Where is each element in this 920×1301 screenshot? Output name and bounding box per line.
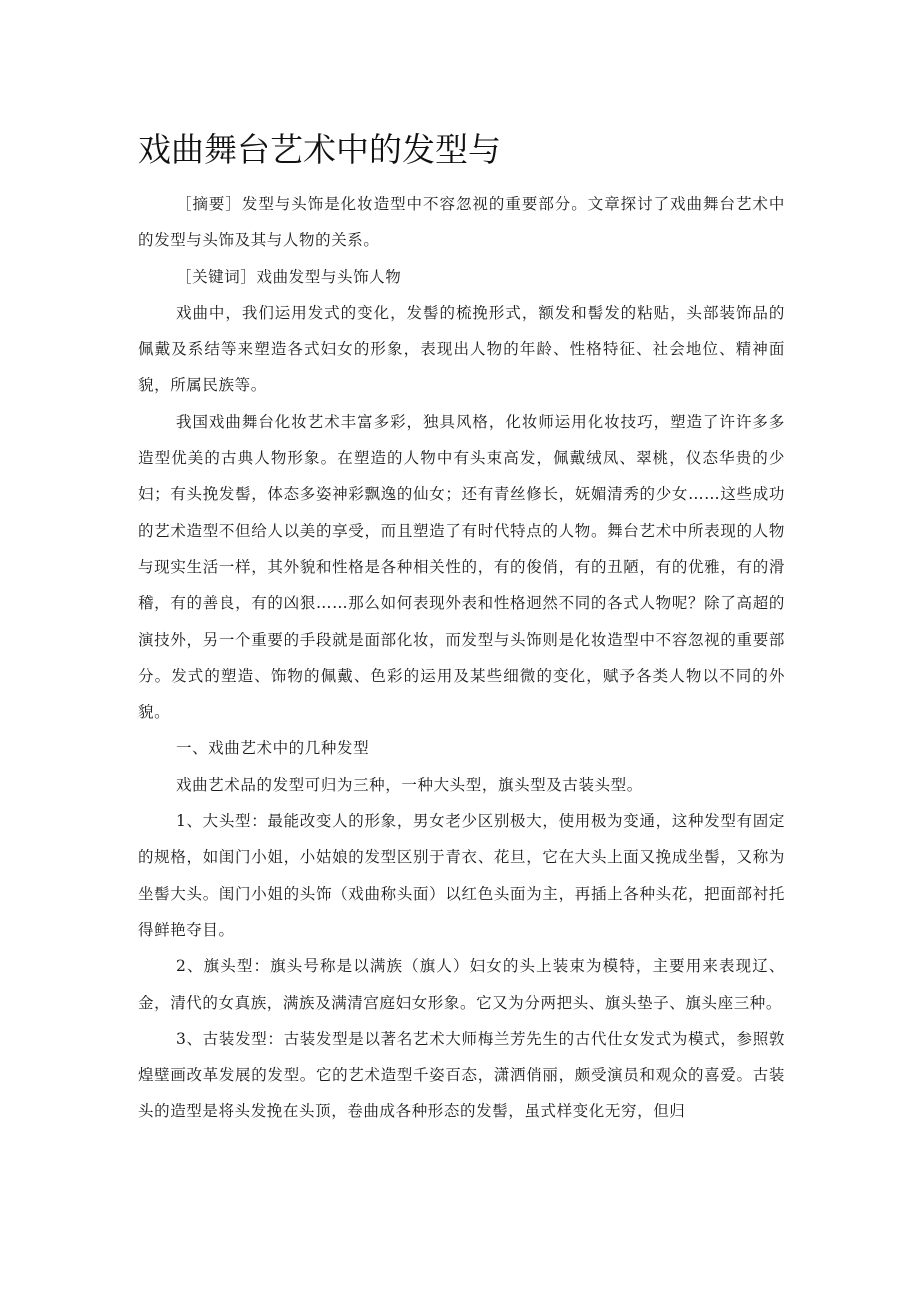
list-item-paragraph: 1、大头型：最能改变人的形象，男女老少区别极大，使用极为变通，这种发型有固定的规格，如闺门小姐，小姑娘的发型区别于青衣、花旦，它在大头上面又挽成坐髻，又称为坐髻大头。闺门小姐的头饰（戏曲称头面）以红色头面为主，再插上各种头花，把面部衬托得鲜艳夺目。 (138, 812, 785, 939)
body-paragraph: 戏曲艺术品的发型可归为三种，一种大头型，旗头型及古装头型。 (175, 775, 643, 794)
document-body (138, 186, 785, 1130)
keywords-paragraph: ［关键词］戏曲发型与头饰人物 (175, 267, 402, 286)
section-heading: 一、戏曲艺术中的几种发型 (175, 739, 370, 758)
body-paragraph: 我国戏曲舞台化妆艺术丰富多彩，独具风格，化妆师运用化妆技巧，塑造了许许多多造型优美的古典人物形象。在塑造的人物中有头束高发，佩戴绒凤、翠桃，仪态华贵的少妇；有头挽发髻，体态多姿神彩飘逸的仙女；还有青丝修长，妩媚清秀的少女……这些成功的艺术造型不但给人以美的享受，而且塑造了有时代特点的人物。舞台艺术中所表现的人物与现实生活一样，其外貌和性格是各种相关性的，有的俊俏，有的丑陋，有的优雅，有的滑稽，有的善良，有的凶狠……那么如何表现外表和性格迥然不同的各式人物呢？除了高超的演技外，另一个重要的手段就是面部化妆，而发型与头饰则是化妆造型中不容忽视的重要部分。发式的塑造、饰物的佩戴、色彩的运用及某些细微的变化，赋予各类人物以不同的外貌。 (138, 412, 785, 722)
list-item-paragraph: 3、古装发型：古装发型是以著名艺术大师梅兰芳先生的古代仕女发式为模式，参照敦煌壁画改革发展的发型。它的艺术造型千姿百态，潇洒俏丽，颇受演员和观众的喜爱。古装头的造型是将头发挽在头顶，卷曲成各种形态的发髻，虽式样变化无穷，但归 (138, 1029, 785, 1121)
abstract-paragraph: ［摘要］发型与头饰是化妆造型中不容忽视的重要部分。文章探讨了戏曲舞台艺术中的发型与头饰及其与人物的关系。 (138, 195, 785, 250)
list-item-paragraph: 2、旗头型：旗头号称是以满族（旗人）妇女的头上装束为模特，主要用来表现辽、金，清代的女真族，满族及满清宫庭妇女形象。它又为分两把头、旗头垫子、旗头座三种。 (138, 957, 785, 1012)
document-title: 戏曲舞台艺术中的发型与 (138, 130, 501, 169)
body-paragraph: 戏曲中，我们运用发式的变化，发髻的梳挽形式，额发和髻发的粘贴，头部装饰品的佩戴及系结等来塑造各式妇女的形象，表现出人物的年龄、性格特征、社会地位、精神面貌，所属民族等。 (138, 303, 785, 395)
